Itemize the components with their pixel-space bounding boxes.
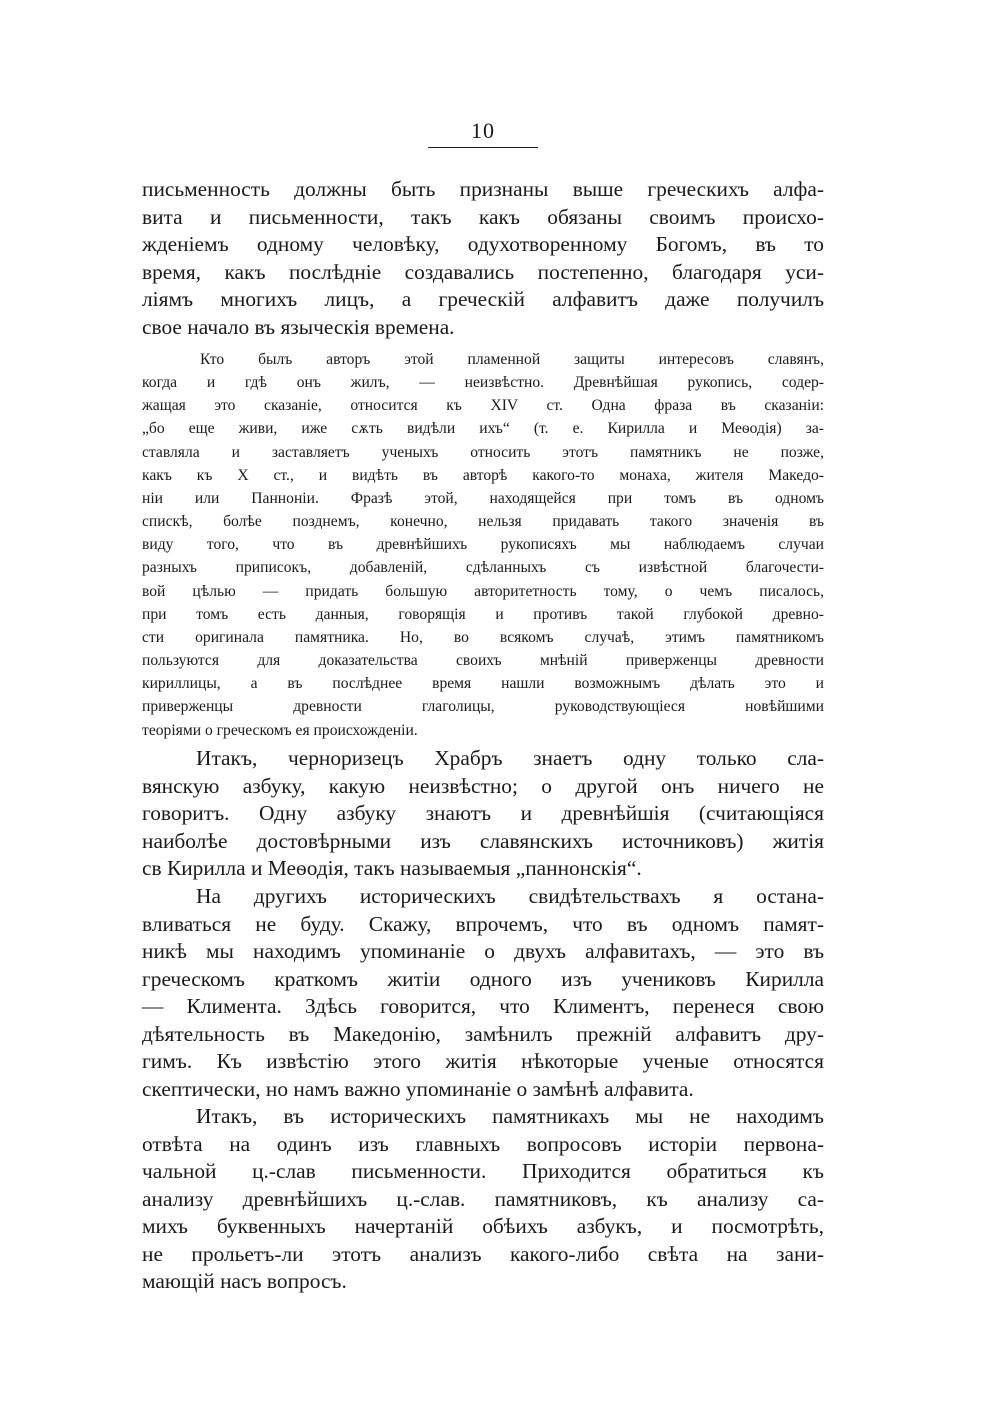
text-line: жденіемъ одному человѣку, одухотворенному Богомъ, въ то	[142, 232, 824, 256]
note-line: спискѣ, болѣе позднемъ, конечно, нельзя придавать такого значенія въ	[142, 513, 824, 531]
paragraph-khrabr	[142, 745, 824, 883]
note-line: вой цѣлью — придать большую авторитетность тому, о чемъ писалось,	[142, 582, 824, 600]
text-line: чальной ц.-слав письменности. Приходится обратиться къ	[142, 1159, 824, 1183]
note-line: какъ къ X ст., и видѣть въ авторѣ какого-то монаха, жителя Македо-	[142, 466, 824, 484]
paragraph-other-testimonies	[142, 883, 824, 1103]
text-line: свое начало въ языческія времена.	[142, 314, 455, 339]
note-line: пользуются для доказательства своихъ мнѣній приверженцы древности	[142, 652, 824, 670]
text-line: наиболѣе достовѣрными изъ славянскихъ источниковъ) житія	[142, 828, 824, 853]
note-line: когда и гдѣ онъ жилъ, — неизвѣстно. Древнѣйшая рукопись, содер-	[142, 374, 824, 392]
note-line: сти оригинала памятника. Но, во всякомъ случаѣ, этимъ памятникомъ	[142, 628, 824, 646]
page-number-rule	[428, 147, 538, 148]
text-line: отвѣта на одинъ изъ главныхъ вопросовъ исторіи первона-	[142, 1131, 824, 1156]
text-line: дѣятельность въ Македонію, замѣнилъ прежній алфавитъ дру-	[142, 1021, 824, 1046]
note-line: жащая это сказаніе, относится къ XIV ст. Одна фраза въ сказаніи:	[142, 397, 824, 415]
note-line: „бо еще живи, иже сѫть видѣли ихъ“ (т. е. Кирилла и Меѳодія) за-	[142, 420, 824, 438]
text-line: гимъ. Къ извѣстію этого житія нѣкоторые ученые относятся	[142, 1049, 824, 1073]
text-line: греческомъ краткомъ житіи одного изъ учениковъ Кирилла	[142, 966, 824, 991]
text-line: ліямъ многихъ лицъ, а греческій алфавитъ даже получилъ	[142, 287, 824, 311]
text-line: скептически, но намъ важно упоминаніе о замѣнѣ алфавита.	[142, 1076, 694, 1101]
page-number: 10	[471, 118, 495, 143]
text-line: вита и письменности, такъ какъ обязаны своимъ происхо-	[142, 204, 824, 229]
text-line: письменность должны быть признаны выше греческихъ алфа-	[142, 177, 824, 201]
note-line: Кто былъ авторъ этой пламенной защиты интересовъ славянъ,	[200, 351, 824, 368]
note-line: теоріями о греческомъ ея происхожденіи.	[142, 721, 418, 739]
note-line: виду того, что въ древнѣйшихъ рукописяхъ мы наблюдаемъ случаи	[142, 536, 824, 554]
text-line: Итакъ, въ историческихъ памятникахъ мы не находимъ	[196, 1104, 824, 1128]
text-line: вянскую азбуку, какую неизвѣстно; о другой онъ ничего не	[142, 773, 824, 798]
text-line: анализу древнѣйшихъ ц.-слав. памятниковъ, къ анализу са-	[142, 1186, 824, 1211]
note-line: кириллицы, а въ послѣднее время нашли возможнымъ дѣлать это и	[142, 675, 824, 693]
text-line: михъ буквенныхъ начертаній обѣихъ азбукъ, и посмотрѣть,	[142, 1214, 824, 1238]
text-line: мающій насъ вопросъ.	[142, 1269, 347, 1293]
text-line: Итакъ, черноризецъ Храбръ знаетъ одну только сла-	[196, 746, 824, 770]
note-line: ставляла и заставляетъ ученыхъ относить этотъ памятникъ не позже,	[142, 443, 824, 461]
paragraph-conclusion	[142, 1103, 824, 1296]
note-line: при томъ есть данныя, говорящія и противъ такой глубокой древно-	[142, 605, 824, 623]
note-line: разныхъ приписокъ, добавленій, сдѣланныхъ съ извѣстной благочести-	[142, 559, 824, 577]
text-line: св Кирилла и Меѳодія, такъ называемыя „паннонскія“.	[142, 856, 642, 880]
paragraph-intro	[142, 176, 824, 341]
text-line: время, какъ послѣдніе создавались постепенно, благодаря уси-	[142, 259, 824, 284]
text-line: — Климента. Здѣсь говорится, что Климентъ, перенеся свою	[142, 994, 824, 1018]
text-line: На другихъ историческихъ свидѣтельствахъ я остана-	[196, 884, 824, 908]
note-line: приверженцы древности глаголицы, руководствующіеся новѣйшими	[142, 698, 824, 716]
text-line: никѣ мы находимъ упоминаніе о двухъ алфавитахъ, — это въ	[142, 939, 824, 963]
text-line: говоритъ. Одну азбуку знаютъ и древнѣйшія (считающіяся	[142, 801, 824, 825]
note-line: ніи или Панноніи. Фразѣ этой, находящейся при томъ въ одномъ	[142, 489, 824, 507]
text-line: вливаться не буду. Скажу, впрочемъ, что въ одномъ памят-	[142, 911, 824, 936]
note-paragraph	[142, 348, 824, 742]
text-line: не прольетъ-ли этотъ анализъ какого-либо свѣта на зани-	[142, 1241, 824, 1266]
